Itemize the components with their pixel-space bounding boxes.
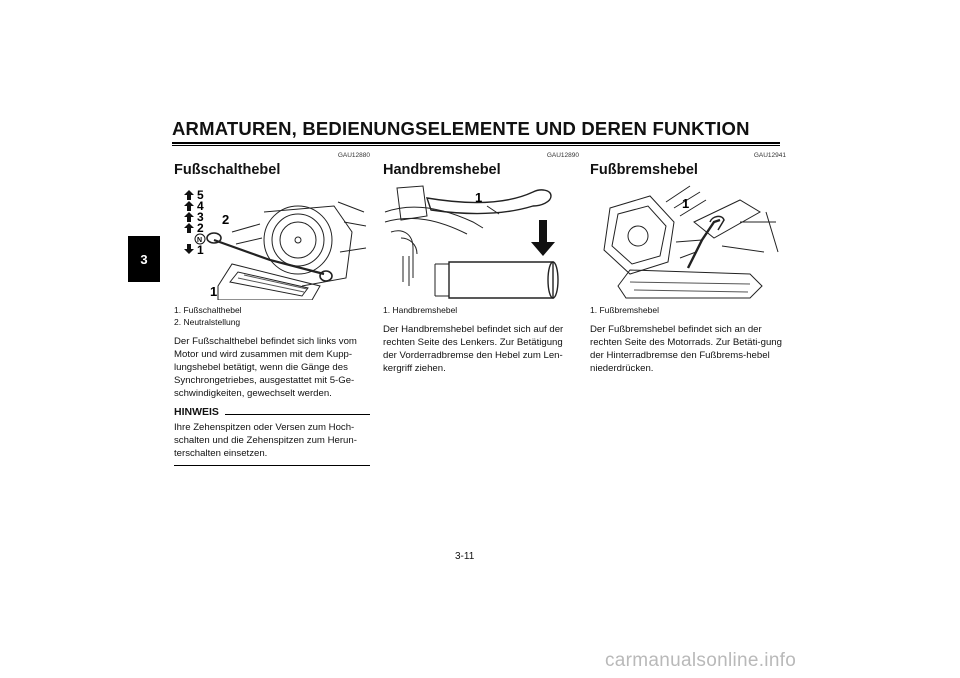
note-rule (225, 414, 370, 415)
callout-1: 1 (475, 190, 483, 205)
foot-brake-drawing (590, 182, 786, 300)
header-rule (172, 145, 780, 146)
callout-2: 2 (222, 212, 230, 227)
shift-pedal-drawing (174, 182, 370, 300)
gear-label-5: 5 (197, 188, 204, 202)
body-text: Der Fußbremshebel befindet sich an der rechten Seite des Motorrads. Zur Betäti-gung der Hinterradbremse den Fußbrems-hebel niederdrücken. (590, 324, 782, 374)
brake-lever-drawing (383, 182, 579, 300)
section-code: GAU12941 (753, 152, 786, 159)
section-code: GAU12880 (337, 152, 370, 159)
caption-2: 2. Neutralstellung (174, 317, 241, 327)
brake-lever-illustration (383, 182, 579, 300)
section-handbremshebel (383, 152, 579, 375)
gear-label-neutral: N (197, 237, 203, 244)
section-code: GAU12890 (546, 152, 579, 159)
section-title: Fußbremshebel (590, 162, 698, 178)
section-title: Fußschalthebel (174, 162, 281, 178)
section-fussbremshebel (590, 152, 786, 375)
callout-1: 1 (682, 196, 690, 211)
note-text: Ihre Zehenspitzen oder Versen zum Hoch-schalten und die Zehenspitzen zum Herun-terschalten einsetzen. (174, 422, 357, 459)
callout-1: 1 (210, 284, 218, 299)
caption-1: 1. Handbremshebel (383, 305, 458, 315)
section-title: Handbremshebel (383, 162, 501, 178)
note-end-rule (174, 465, 370, 466)
watermark: carmanualsonline.info (605, 650, 797, 671)
caption-1: 1. Fußbremshebel (590, 305, 659, 315)
foot-brake-illustration (590, 182, 786, 300)
note-header (174, 406, 370, 418)
gear-label-3: 3 (197, 210, 204, 224)
shift-pedal-illustration (174, 182, 370, 300)
gear-label-4: 4 (197, 199, 204, 213)
gear-label-1: 1 (197, 243, 204, 257)
page-number: 3-11 (455, 551, 475, 562)
body-text: Der Fußschalthebel befindet sich links vom Motor und wird zusammen mit dem Kupp-lungshebel betätigt, wenn die Gänge des Synchrongetriebes, ausgestattet mit 5-Ge-schwindigkeiten, gewechselt werden. (174, 336, 357, 399)
pull-direction-arrow (531, 220, 555, 256)
gear-label-2: 2 (197, 221, 204, 235)
section-fussschalthebel (174, 152, 370, 466)
note-title: HINWEIS (174, 406, 219, 418)
body-text: Der Handbremshebel befindet sich auf der rechten Seite des Lenkers. Zur Betätigung der Vorderradbremse den Hebel zum Len-kergriff ziehen. (383, 324, 564, 374)
chapter-tab: 3 (128, 236, 160, 282)
caption-1: 1. Fußschalthebel (174, 305, 242, 315)
page-title: ARMATUREN, BEDIENUNGSELEMENTE UND DEREN FUNKTION (172, 118, 780, 144)
